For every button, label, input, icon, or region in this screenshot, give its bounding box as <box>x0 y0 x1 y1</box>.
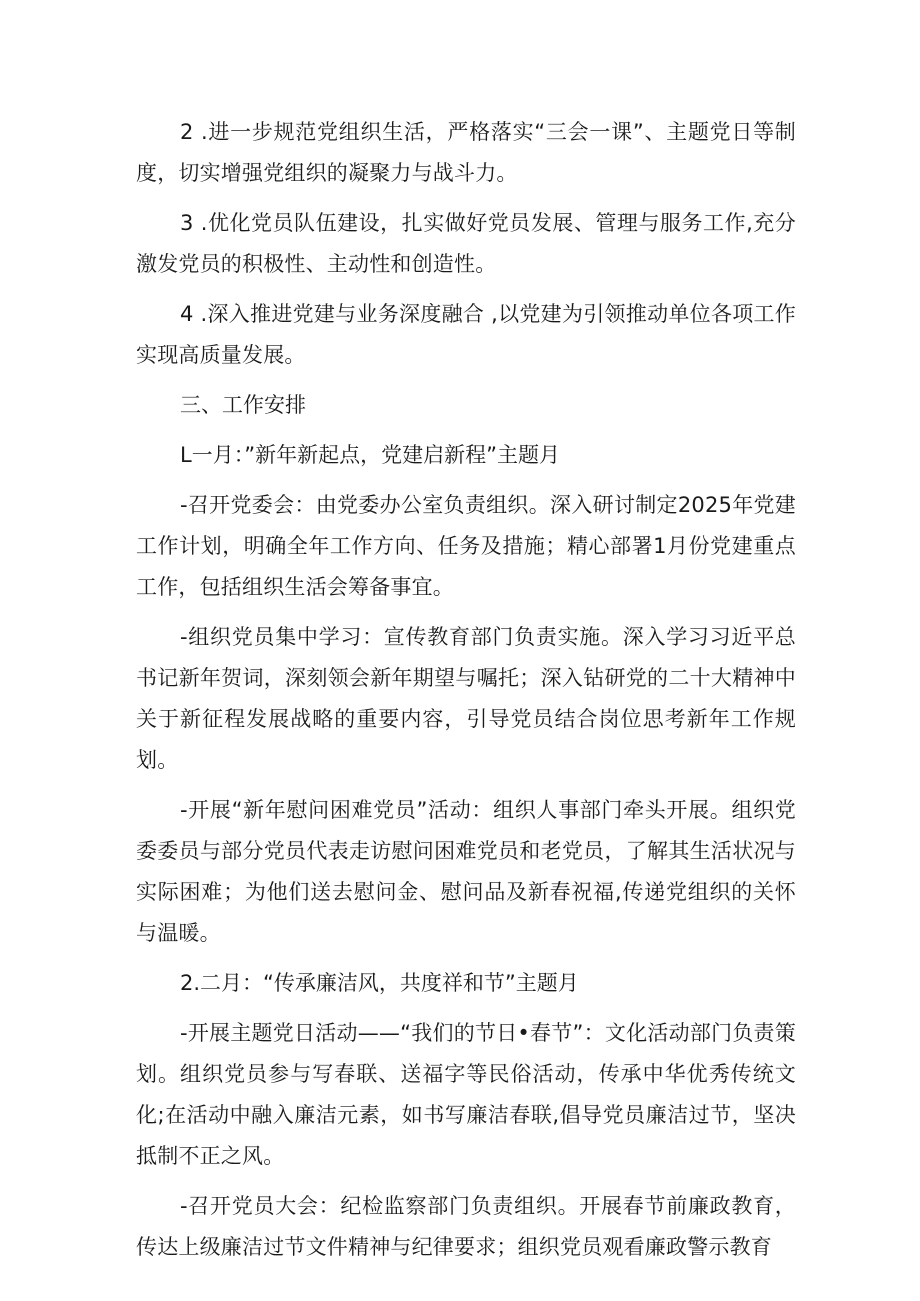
paragraph-goal-3: 3 .优化党员队伍建设，扎实做好党员发展、管理与服务工作,充分激发党员的积极性、主动性和创造性。 <box>136 211 796 276</box>
month-heading-january: L一月：”新年新起点，党建启新程”主题月 <box>180 443 560 467</box>
paragraph-goal-2: 2 .进一步规范党组织生活，严格落实“三会一课”、主题党日等制度，切实增强党组织的凝聚力与战斗力。 <box>136 120 796 185</box>
month-heading-february: 2.二月：“传承廉洁风，共度祥和节”主题月 <box>180 971 579 995</box>
paragraph-jan-party-committee: -召开党委会：由党委办公室负责组织。深入研讨制定2025年党建工作计划，明确全年工作方向、任务及措施；精心部署1月份党建重点工作，包括组织生活会筹备事宜。 <box>136 493 796 599</box>
paragraph-feb-member-meeting: -召开党员大会：纪检监察部门负责组织。开展春节前廉政教育，传达上级廉洁过节文件精神与纪律要求；组织党员观看廉政警示教育 <box>136 1194 796 1259</box>
paragraph-goal-4: 4 .深入推进党建与业务深度融合 ,以党建为引领推动单位各项工作实现高质量发展。 <box>136 302 796 367</box>
document-body <box>136 112 796 1277</box>
paragraph-feb-theme-day: -开展主题党日活动——“我们的节日•春节”：文化活动部门负责策划。组织党员参与写春联、送福字等民俗活动，传承中华优秀传统文化;在活动中融入廉洁元素，如书写廉洁春联,倡导党员廉洁过节，坚决抵制不正之风。 <box>136 1021 796 1168</box>
paragraph-jan-visit: -开展“新年慰问困难党员”活动：组织人事部门牵头开展。组织党委委员与部分党员代表走访慰问困难党员和老党员，了解其生活状况与实际困难；为他们送去慰问金、慰问品及新春祝福,传递党组织的关怀与温暖。 <box>136 798 796 945</box>
section-heading-work-arrangement: 三、工作安排 <box>180 393 306 417</box>
paragraph-jan-study: -组织党员集中学习：宣传教育部门负责实施。深入学习习近平总书记新年贺词，深刻领会新年期望与嘱托；深入钻研党的二十大精神中关于新征程发展战略的重要内容，引导党员结合岗位思考新年工作规划。 <box>136 625 796 772</box>
